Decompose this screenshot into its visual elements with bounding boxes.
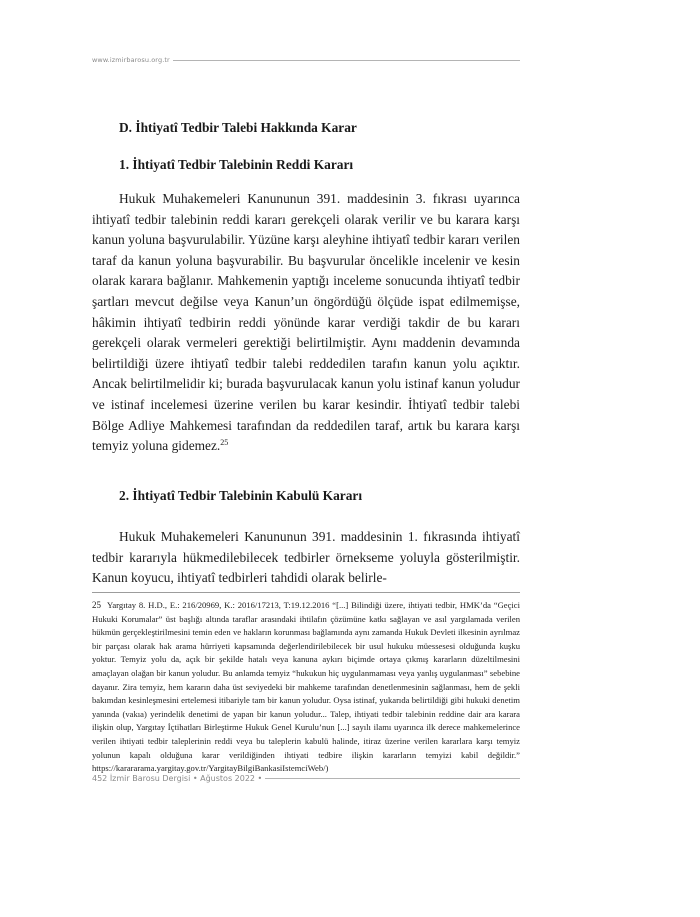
footnote-text: Yargıtay 8. H.D., E.: 216/20969, K.: 2016/17213, T:19.12.2016 “[...] Bilindiği üzere, ihtiyati tedbir, HMK’da “Geçici Hukuki Korumalar” üst başlığı altında taraflar arasındaki ihtilafın çözümüne katkı sağlayan ve asıl yargılamada verilen hükmün gerçekleştirilmesini temin eden ve hakların korunması bağlamında aynı zamanda Hukuk Devleti ilkesinin ayrılmaz bir parçası olarak hak arama hürriyeti kapsamında değerlendirilebilecek bir usul hukuku müessesesi olduğunda kuşku yoktur. Temyiz yolu da, açık bir şekilde hatalı veya kanuna aykırı biçimde ortaya çıkmış kararların düzeltilmesini amaçlayan olağan bir kanun yoludur. Bu anlamda temyiz “hukukun hiç uygulanmaması veya yanlış uygulanması” sebebine dayanır. Zira temyiz, hem kararın daha üst seviyedeki bir mahkeme tarafından denetlenmesinin sağlanması, hem de şekli bakımdan kesinleşmesini ertelemesi itibariyle tam bir kanun yoludur. Oysa istinaf, yukarıda belirtildiği gibi hukuki denetim yanında (vakıa) yerindelik denetimi de yapan bir kanun yoludur... Talep, ihtiyati tedbir talebinin reddine dair ara karara ilişkin olup, Yargıtay İçtihatları Birleştirme Hukuk Genel Kurulu’nun [...] sayılı ilamı uyarınca ilk derece mahkemelerince verilen ihtiyati tedbir taleplerinin reddi veya bu taleplerin kabulü halinde, itiraz üzerine verilen kararlara karşı temyiz yolunun kapalı olduğuna karar verildiğinden ihtiyati tedbire ilişkin kararların temyizi kabil değildir.” https://karararama.yargitay.gov.tr/YargitayBilgiBankasiIstemciWeb/) (92, 600, 520, 774)
header-url: www.izmirbarosu.org.tr (92, 56, 170, 64)
subheading-2: 2. İhtiyatî Tedbir Talebinin Kabulü Kararı (119, 488, 363, 503)
footer-rule (265, 778, 520, 779)
header-rule (173, 60, 520, 61)
footnote-number: 25 (92, 600, 101, 610)
paragraph-reddi-text: Hukuk Muhakemeleri Kanununun 391. maddesinin 3. fıkrası uyarınca ihtiyatî tedbir talebinin reddi kararı gerekçeli olarak verilir ve bu karara karşı kanun yoluna başvurulabilir. Yüzüne karşı aleyhine ihtiyatî tedbir kararı verilen taraf da kanun yoluna başvurabilir. Bu başvurular öncelikle incelenir ve kesin olarak karara bağlanır. Mahkemenin yaptığı inceleme sonucunda ihtiyatî tedbir şartları mevcut değilse veya Kanun’un öngördüğü ölçüde ispat edilmemişse, hâkimin ihtiyatî tedbirin reddi yönünde karar verdiği takdir de bu kararı gerekçeli olarak vermeleri gerektiği belirtilmiştir. Aynı maddenin devamında belirtildiği üzere ihtiyatî tedbir talebi reddedilen tarafın kanun yolu açıktır. Ancak belirtilmelidir ki; burada başvurulacak kanun yolu istinaf kanun yoludur ve istinaf incelemesi üzerine verilen bu karar kesindir. İhtiyatî tedbir talebi Bölge Adliye Mahkemesi tarafından da reddedilen taraf, artık bu karara karşı temyiz yoluna gidemez. (92, 191, 520, 454)
paragraph-kabulu: Hukuk Muhakemeleri Kanununun 391. maddesinin 1. fıkrasında ihtiyatî tedbir kararıyla hükmedilebilecek tedbirler örnekseme yoluyla gösterilmiştir. Kanun koyucu, ihtiyatî tedbirleri tahdidi olarak belirle- (92, 529, 520, 586)
footnote-separator (92, 592, 520, 593)
running-header (92, 54, 520, 66)
footer-text: 452 İzmir Barosu Dergisi • Ağustos 2022 • (92, 773, 263, 783)
footnote (92, 599, 520, 776)
subheading-1: 1. İhtiyatî Tedbir Talebinin Reddi Kararı (119, 157, 354, 172)
main-content (119, 116, 520, 173)
running-footer (92, 772, 520, 784)
section-heading-d: D. İhtiyatî Tedbir Talebi Hakkında Karar (119, 120, 357, 135)
paragraph-reddi (92, 189, 520, 457)
footnote-ref-25[interactable]: 25 (220, 438, 229, 448)
